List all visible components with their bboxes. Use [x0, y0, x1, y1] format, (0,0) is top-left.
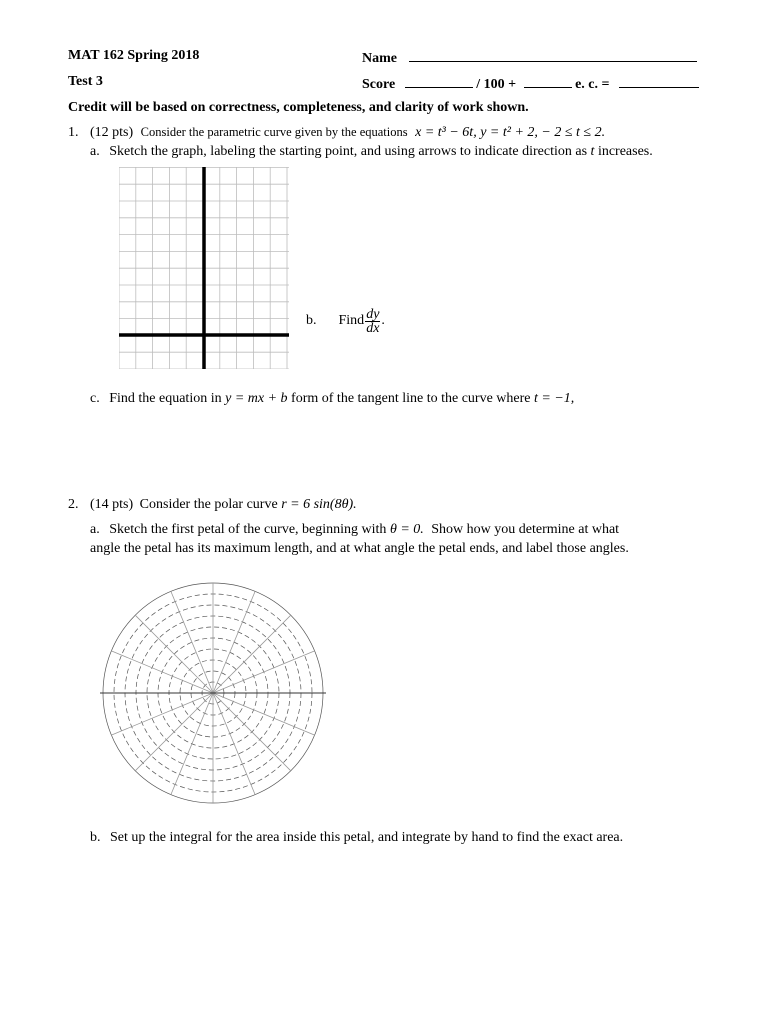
q2b-text: Set up the integral for the area inside this petal, and integrate by hand to find the exact area.	[110, 830, 624, 845]
dy-numerator: dy	[366, 306, 380, 322]
name-blank	[409, 48, 697, 62]
extra-credit-label: e. c. =	[575, 77, 610, 92]
q2a-text-b: Show how you determine at what	[431, 522, 620, 537]
q1a-text-end: increases.	[597, 144, 653, 159]
q2-equation: r = 6 sin(8θ).	[281, 497, 357, 512]
q1c-condition: t = −1,	[534, 391, 575, 406]
q1a	[90, 144, 653, 160]
total-blank	[619, 74, 699, 88]
q1c-form: y = mx + b	[225, 391, 288, 406]
q1b-period: .	[381, 313, 385, 328]
q2a-line1	[90, 522, 619, 538]
score-label: Score	[362, 77, 396, 92]
dy-dx-fraction	[365, 308, 380, 335]
q1b-text: Find	[338, 313, 365, 328]
q2a-line2: angle the petal has its maximum length, and at what angle the petal ends, and label those angles.	[90, 541, 629, 556]
name-line	[362, 48, 697, 67]
score-total: / 100 +	[476, 77, 517, 92]
score-blank	[405, 74, 473, 88]
q2a-condition: θ = 0.	[389, 522, 424, 537]
q1a-var: t	[590, 144, 595, 159]
q2b	[90, 830, 623, 846]
q1c-text: Find the equation in	[109, 391, 222, 406]
q1-header	[68, 125, 605, 141]
q1a-text: Sketch the graph, labeling the starting point, and using arrows to indicate direction as	[109, 144, 588, 159]
q1-prompt: Consider the parametric curve given by the equations	[140, 125, 408, 139]
q2b-label: b.	[90, 830, 101, 845]
q1c-text-2: form of the tangent line to the curve where	[291, 391, 531, 406]
instructions: Credit will be based on correctness, completeness, and clarity of work shown.	[68, 100, 529, 115]
q1c-label: c.	[90, 391, 100, 406]
q1b	[306, 303, 385, 339]
q1-equation: x = t³ − 6t, y = t² + 2, − 2 ≤ t ≤ 2.	[415, 125, 606, 140]
dx-denominator: dx	[366, 320, 380, 336]
cartesian-grid	[119, 167, 289, 369]
q2-number: 2.	[68, 497, 79, 512]
q1-number: 1.	[68, 125, 79, 140]
q2-points: (14 pts)	[90, 497, 134, 512]
name-label: Name	[362, 51, 397, 66]
q1b-label: b.	[306, 313, 317, 328]
polar-grid	[100, 580, 326, 806]
course-title: MAT 162 Spring 2018	[68, 48, 200, 63]
q1a-label: a.	[90, 144, 100, 159]
q2-prompt: Consider the polar curve	[139, 497, 278, 512]
test-title: Test 3	[68, 74, 103, 89]
q1-points: (12 pts)	[90, 125, 134, 140]
score-line	[362, 74, 699, 93]
q2a-label: a.	[90, 522, 100, 537]
q2a-text: Sketch the first petal of the curve, beginning with	[109, 522, 387, 537]
extra-blank	[524, 74, 572, 88]
q1c	[90, 391, 574, 407]
q2-header	[68, 497, 357, 513]
